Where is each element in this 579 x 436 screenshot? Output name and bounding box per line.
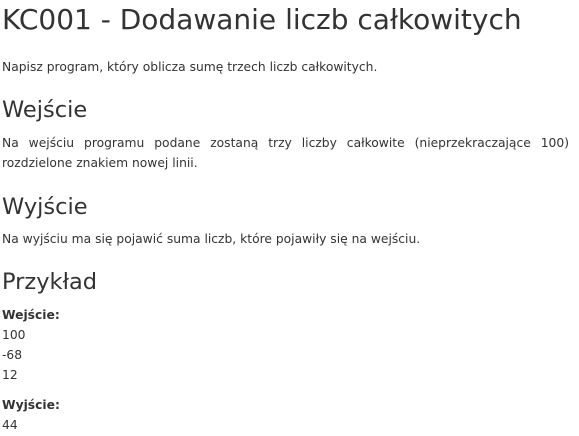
- example-input-line: 100: [2, 328, 26, 342]
- example-input-label: Wejście:: [2, 308, 60, 322]
- example-output-line: 44: [2, 418, 18, 432]
- output-section-description: Na wyjściu ma się pojawić suma liczb, które pojawiły się na wejściu.: [2, 232, 421, 246]
- page-title: KC001 - Dodawanie liczb całkowitych: [2, 3, 522, 36]
- input-section-description: Na wejściu programu podane zostaną trzy liczby całkowite (nieprzekraczające 100) rozdzielone znakiem nowej linii.: [2, 136, 569, 170]
- problem-intro: Napisz program, który oblicza sumę trzech liczb całkowitych.: [2, 60, 378, 74]
- example-input-line: -68: [2, 348, 23, 362]
- example-output-block: [2, 395, 60, 435]
- example-input-block: [2, 305, 60, 385]
- example-input-line: 12: [2, 368, 18, 382]
- example-section-heading: Przykład: [2, 269, 98, 295]
- output-section-heading: Wyjście: [2, 194, 88, 220]
- example-output-label: Wyjście:: [2, 398, 60, 412]
- input-section-heading: Wejście: [2, 97, 88, 123]
